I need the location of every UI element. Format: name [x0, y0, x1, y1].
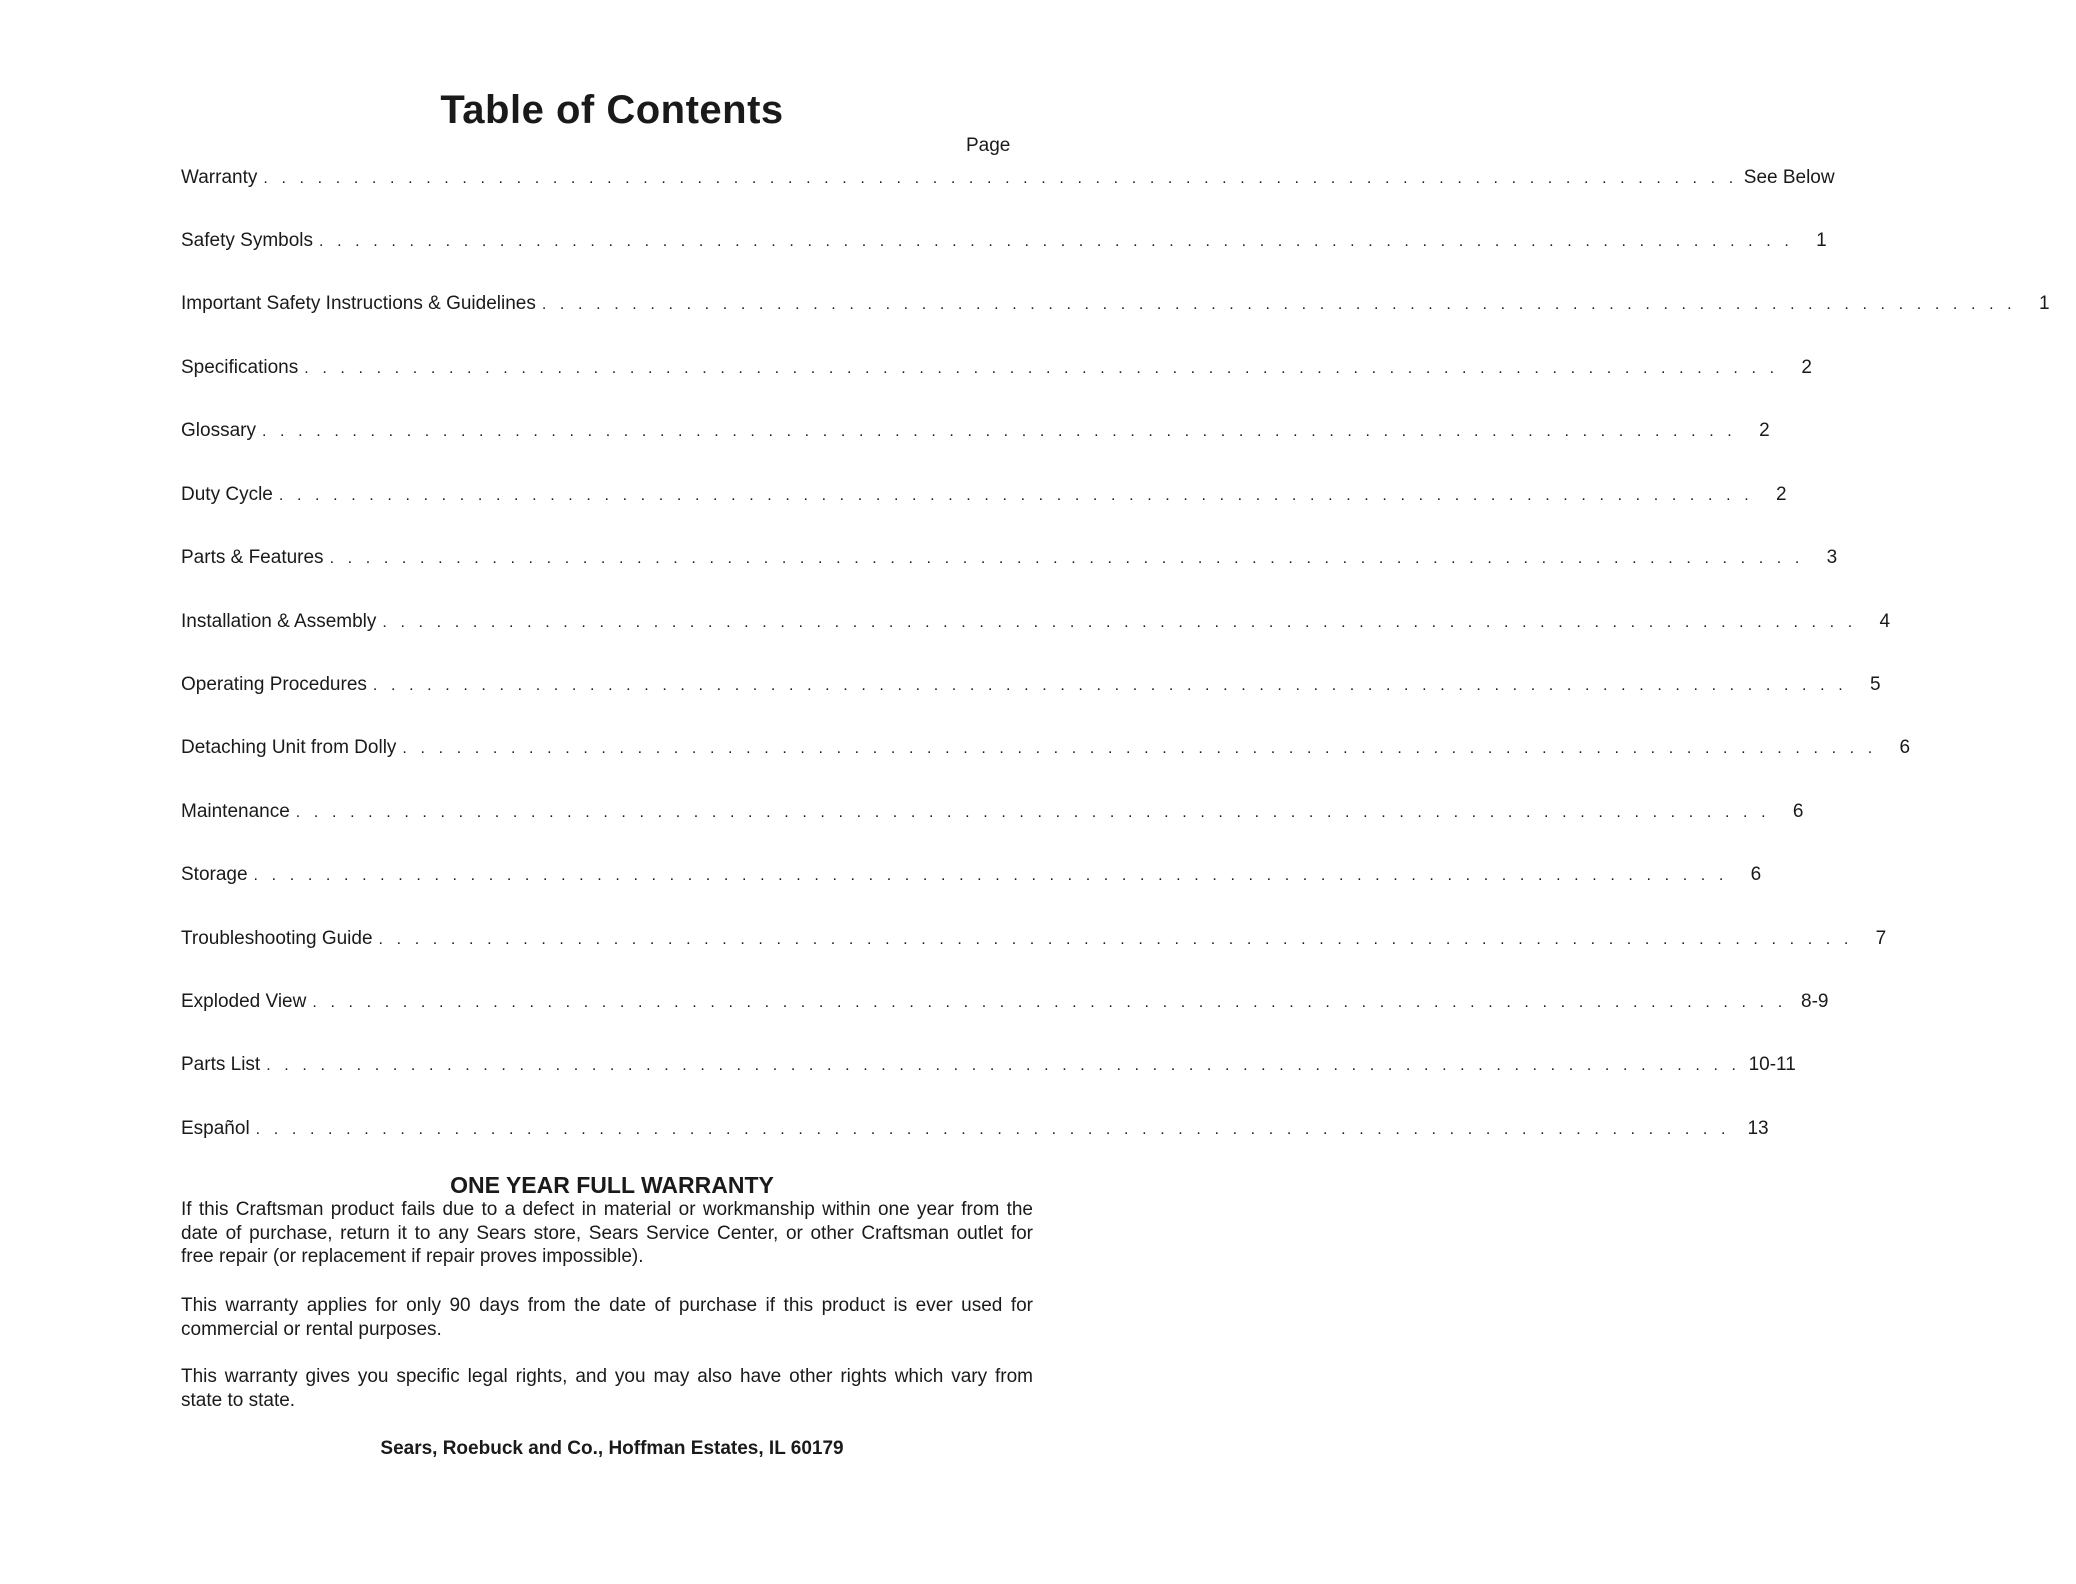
toc-entry-label: Important Safety Instructions & Guidelines: [181, 293, 536, 314]
toc-entry-page: 6: [1792, 801, 1804, 822]
toc-entry-safety-symbols: [181, 228, 1827, 254]
toc-leader-dots: . . . . . . . . . . . . . . . . . . . . . . . . . . . . . . . . . . . . . . . . . . . . . . . . . . . . . . . . . . . . . . . . . . . . . . . . . . . . . . . . . .: [541, 296, 2017, 313]
toc-entry-parts-list: [181, 1052, 1796, 1078]
toc-leader-dots: . . . . . . . . . . . . . . . . . . . . . . . . . . . . . . . . . . . . . . . . . . . . . . . . . . . . . . . . . . . . . . . . . . . . . . . . . . . . . . . . . .: [378, 931, 1853, 948]
toc-entry-label: Maintenance: [181, 801, 290, 822]
toc-leader-dots: . . . . . . . . . . . . . . . . . . . . . . . . . . . . . . . . . . . . . . . . . . . . . . . . . . . . . . . . . . . . . . . . . . . . . . . . . . . . . . . . . .: [295, 804, 1771, 821]
toc-leader-dots: . . . . . . . . . . . . . . . . . . . . . . . . . . . . . . . . . . . . . . . . . . . . . . . . . . . . . . . . . . . . . . . . . . . . . . . . . . . . . . . . . .: [382, 614, 1857, 631]
toc-entry-label: Glossary: [181, 420, 256, 441]
toc-leader-dots: . . . . . . . . . . . . . . . . . . . . . . . . . . . . . . . . . . . . . . . . . . . . . . . . . . . . . . . . . . . . . . . . . . . . . . . . . . . . . . . . . .: [312, 994, 1787, 1011]
toc-leader-dots: . . . . . . . . . . . . . . . . . . . . . . . . . . . . . . . . . . . . . . . . . . . . . . . . . . . . . . . . . . . . . . . . . . . . . . . . . . . . . . . . . .: [402, 740, 1877, 757]
toc-entry-page: 10-11: [1748, 1054, 1796, 1075]
toc-entry-page: 6: [1899, 737, 1911, 758]
company-address: Sears, Roebuck and Co., Hoffman Estates, IL 60179: [380, 1438, 844, 1459]
toc-entry-important-safety: [181, 291, 2050, 317]
toc-entry-espanol: [181, 1116, 1769, 1142]
toc-entry-page: 2: [1759, 420, 1770, 441]
toc-entry-duty-cycle: [181, 482, 1787, 508]
toc-entry-page: 7: [1875, 928, 1887, 949]
warranty-paragraph: If this Craftsman product fails due to a defect in material or workmanship within one year from the date of purchase, return it to any Sears store, Sears Service Center, or other Craftsman outlet for free repair (or replacement if repair proves impossible).: [181, 1199, 1033, 1267]
toc-leader-dots: . . . . . . . . . . . . . . . . . . . . . . . . . . . . . . . . . . . . . . . . . . . . . . . . . . . . . . . . . . . . . . . . . . . . . . . . . . . . . . . . . .: [329, 550, 1804, 567]
toc-entry-label: Parts & Features: [181, 547, 324, 568]
toc-leader-dots: . . . . . . . . . . . . . . . . . . . . . . . . . . . . . . . . . . . . . . . . . . . . . . . . . . . . . . . . . . . . . . . . . . . . . . . . . . . . . . . . . .: [319, 233, 1794, 250]
toc-entry-label: Exploded View: [181, 991, 307, 1012]
toc-entry-label: Duty Cycle: [181, 484, 273, 505]
toc-entry-page: 8-9: [1801, 991, 1829, 1012]
warranty-heading: ONE YEAR FULL WARRANTY: [450, 1172, 774, 1198]
toc-entry-detaching-unit: [181, 735, 1911, 761]
toc-entry-troubleshooting: [181, 926, 1887, 952]
toc-entry-page: 13: [1747, 1118, 1769, 1139]
toc-entry-operating-procedures: [181, 672, 1881, 698]
toc-entry-label: Specifications: [181, 357, 299, 378]
toc-leader-dots: . . . . . . . . . . . . . . . . . . . . . . . . . . . . . . . . . . . . . . . . . . . . . . . . . . . . . . . . . . . . . . . . . . . . . . . . . . . . . . . . . .: [261, 423, 1737, 440]
toc-leader-dots: . . . . . . . . . . . . . . . . . . . . . . . . . . . . . . . . . . . . . . . . . . . . . . . . . . . . . . . . . . . . . . . . . . . . . . . . . . . . . . . . . .: [278, 487, 1754, 504]
toc-entry-page: 6: [1750, 864, 1762, 885]
toc-entry-page: 5: [1869, 674, 1881, 695]
toc-entry-parts-features: [181, 545, 1838, 571]
toc-entry-glossary: [181, 418, 1770, 444]
warranty-paragraph: This warranty gives you specific legal rights, and you may also have other rights which vary from state to state.: [181, 1366, 1033, 1411]
toc-entry-page: 3: [1826, 547, 1838, 568]
toc-leader-dots: . . . . . . . . . . . . . . . . . . . . . . . . . . . . . . . . . . . . . . . . . . . . . . . . . . . . . . . . . . . . . . . . . . . . . . . . . . . . . . . . . .: [263, 170, 1738, 187]
toc-entry-page: 2: [1775, 484, 1787, 505]
toc-entry-label: Detaching Unit from Dolly: [181, 737, 397, 758]
page-column-header: Page: [966, 135, 1011, 156]
toc-entry-page: 4: [1879, 611, 1891, 632]
page-title: Table of Contents: [440, 88, 784, 132]
toc-entry-label: Warranty: [181, 167, 258, 188]
toc-leader-dots: . . . . . . . . . . . . . . . . . . . . . . . . . . . . . . . . . . . . . . . . . . . . . . . . . . . . . . . . . . . . . . . . . . . . . . . . . . . . . . . . . .: [372, 677, 1848, 694]
toc-entry-page: 1: [2038, 293, 2050, 314]
toc-entry-page: See Below: [1743, 167, 1835, 188]
toc-entry-label: Storage: [181, 864, 248, 885]
toc-leader-dots: . . . . . . . . . . . . . . . . . . . . . . . . . . . . . . . . . . . . . . . . . . . . . . . . . . . . . . . . . . . . . . . . . . . . . . . . . . . . . . . . . .: [255, 1121, 1731, 1138]
toc-entry-warranty: [181, 165, 1835, 191]
toc-entry-page: 1: [1816, 230, 1827, 251]
toc-entry-label: Installation & Assembly: [181, 611, 377, 632]
toc-entry-label: Safety Symbols: [181, 230, 313, 251]
toc-leader-dots: . . . . . . . . . . . . . . . . . . . . . . . . . . . . . . . . . . . . . . . . . . . . . . . . . . . . . . . . . . . . . . . . . . . . . . . . . . . . . . . . . .: [266, 1057, 1741, 1074]
toc-entry-specifications: [181, 355, 1812, 381]
toc-entry-page: 2: [1801, 357, 1812, 378]
toc-entry-label: Parts List: [181, 1054, 261, 1075]
toc-entry-label: Troubleshooting Guide: [181, 928, 373, 949]
toc-entry-label: Español: [181, 1118, 250, 1139]
toc-leader-dots: . . . . . . . . . . . . . . . . . . . . . . . . . . . . . . . . . . . . . . . . . . . . . . . . . . . . . . . . . . . . . . . . . . . . . . . . . . . . . . . . . .: [304, 360, 1779, 377]
toc-entry-installation: [181, 609, 1891, 635]
toc-leader-dots: . . . . . . . . . . . . . . . . . . . . . . . . . . . . . . . . . . . . . . . . . . . . . . . . . . . . . . . . . . . . . . . . . . . . . . . . . . . . . . . . . .: [253, 867, 1728, 884]
toc-entry-label: Operating Procedures: [181, 674, 367, 695]
toc-entry-storage: [181, 862, 1762, 888]
toc-entry-exploded-view: [181, 989, 1829, 1015]
toc-entry-maintenance: [181, 799, 1804, 825]
warranty-paragraph: This warranty applies for only 90 days from the date of purchase if this product is ever used for commercial or rental purposes.: [181, 1295, 1033, 1340]
